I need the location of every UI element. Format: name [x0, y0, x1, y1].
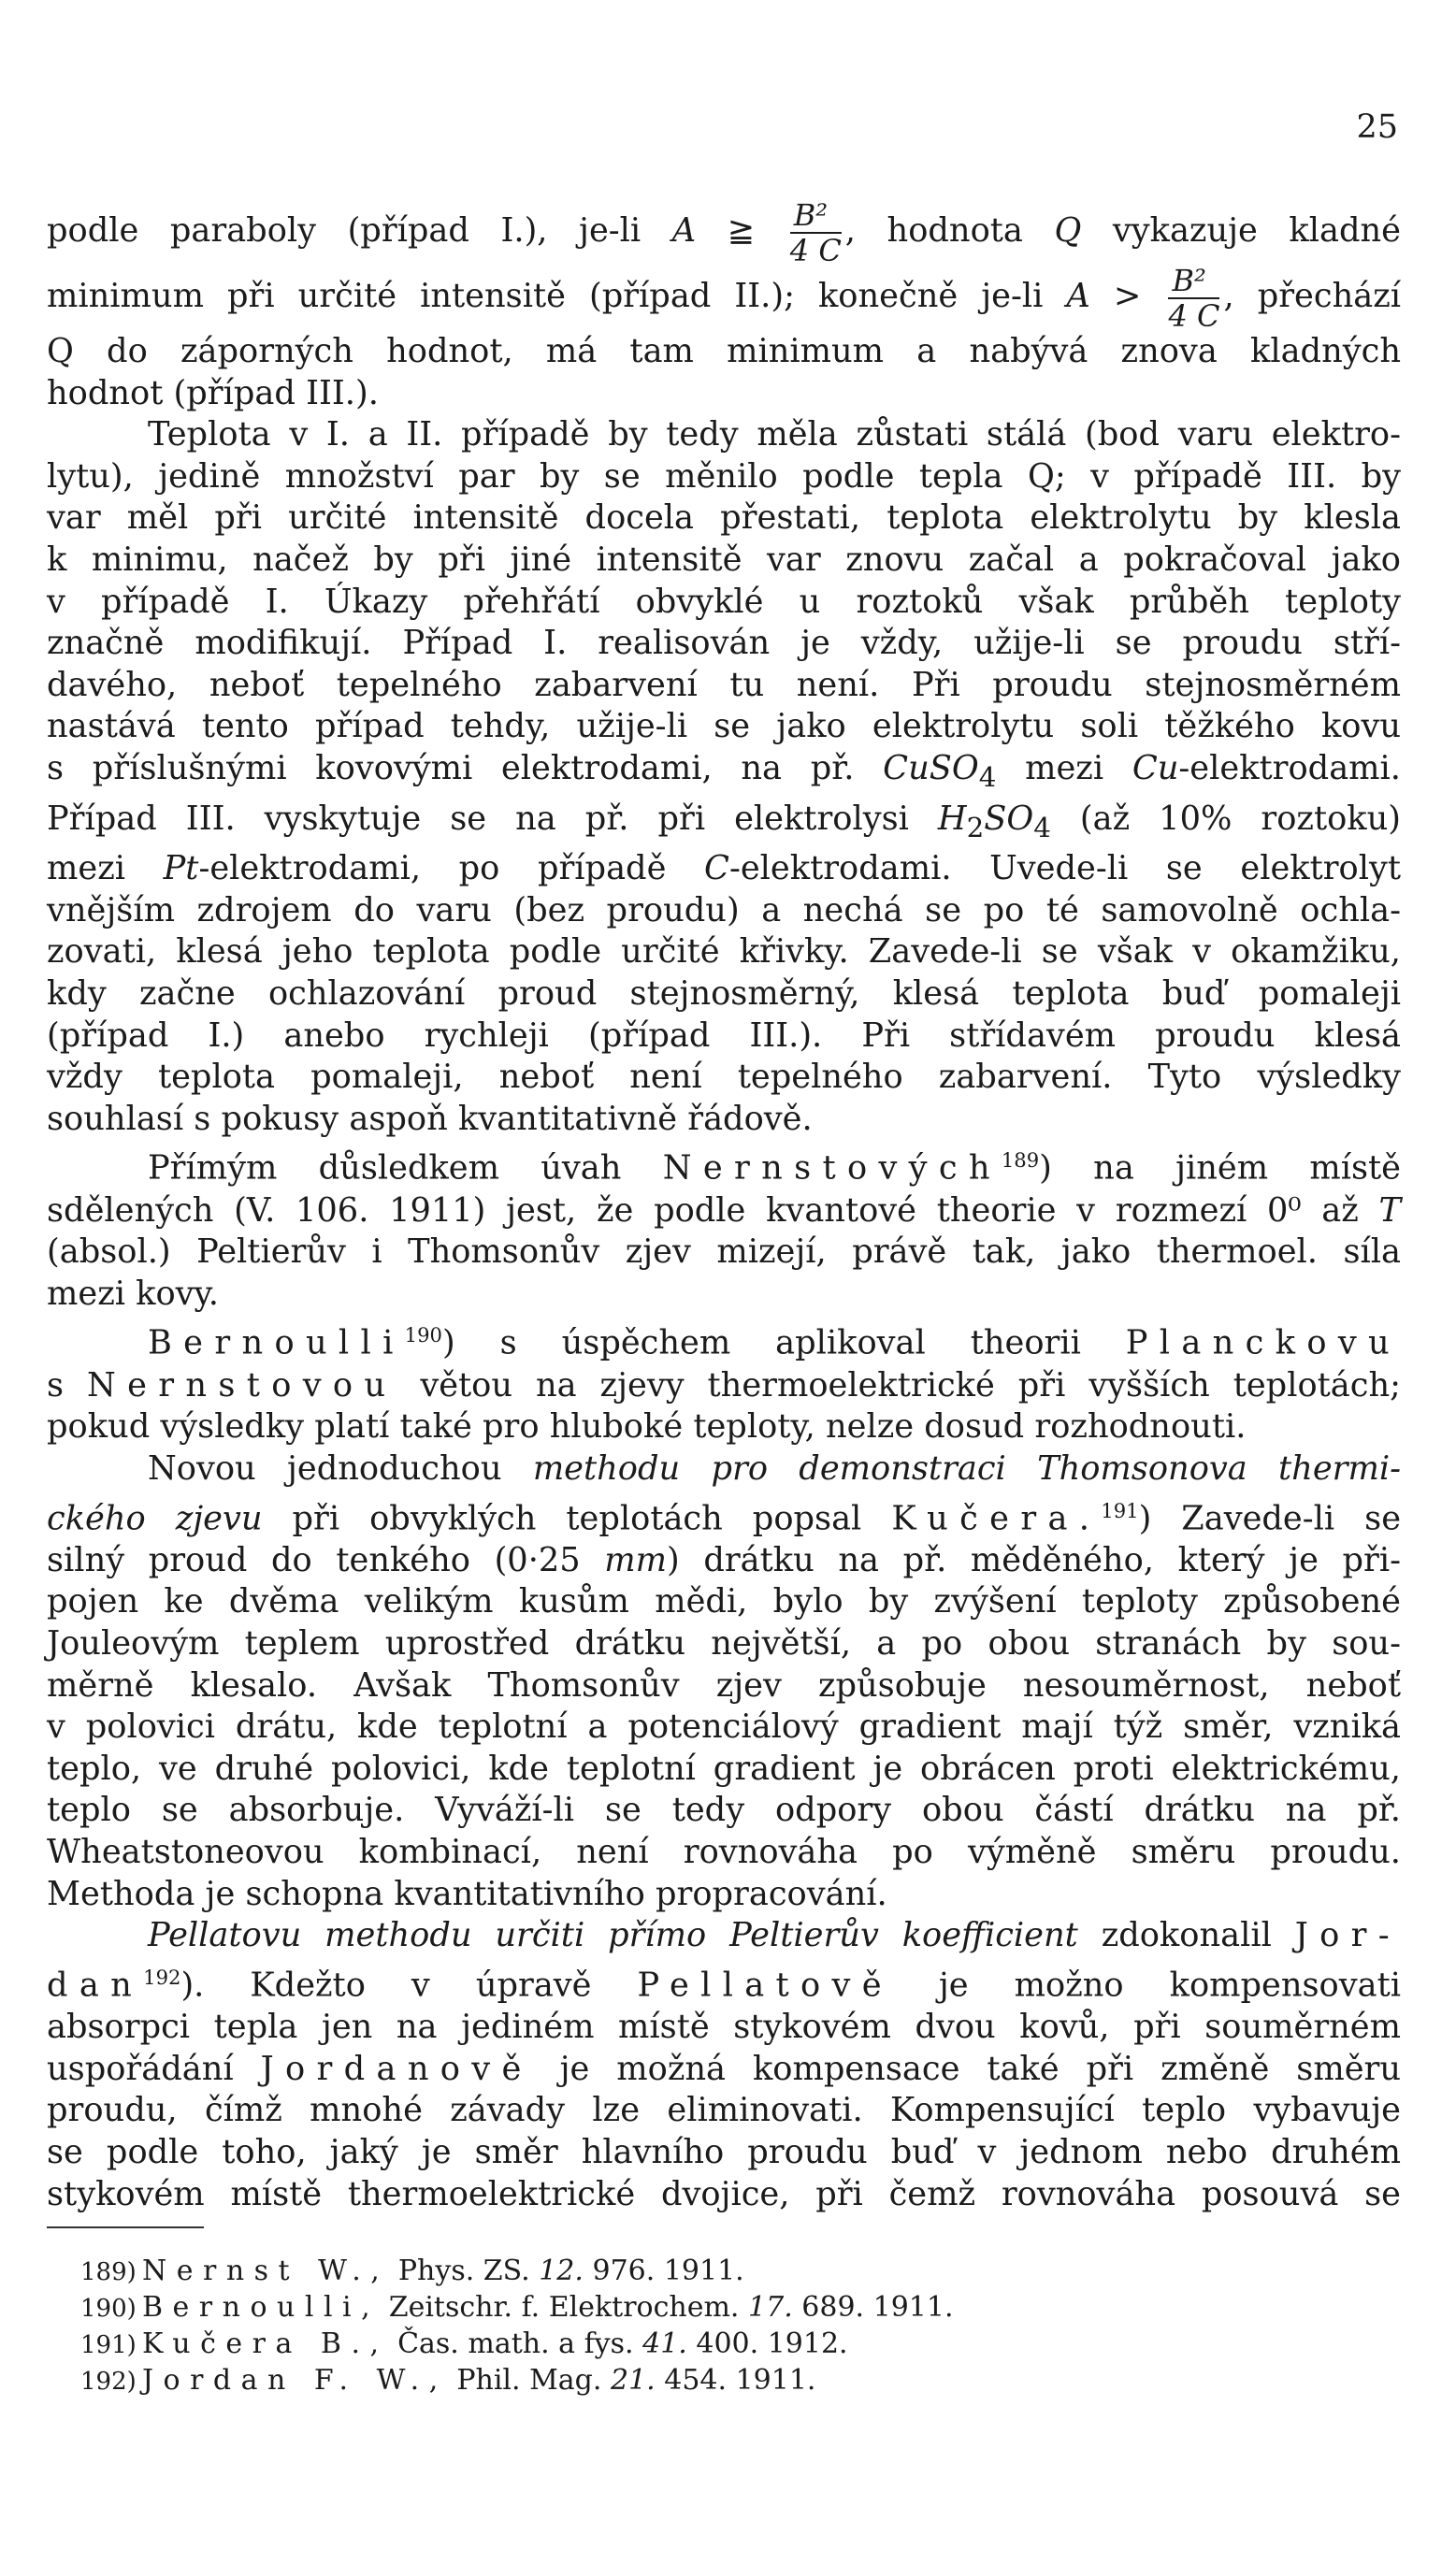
text-line: Jouleovým teplem uprostřed drátku největší, a po obou stranách by sou-	[47, 1624, 1401, 1664]
text-line: podle paraboly (případ I.), je-li A ≧ $\frac{\text{B²}}{4 C}$ , hodnota Q vykazuje kladné	[47, 197, 1401, 268]
text-line: Wheatstoneovou kombinací, není rovnováha po výměně směru proudu.	[47, 1833, 1401, 1872]
footnotes	[80, 2254, 954, 2399]
fraction: $\frac{\text{B²}}{4 C}$	[789, 197, 842, 268]
text-line: s příslušnými kovovými elektrodami, na př. CuSO$_4$ mezi Cu-elektrodami.	[47, 748, 1401, 793]
footnote-item: 191) Kučera B., Čas. math. a fys. 41. 400. 1912.	[80, 2327, 848, 2360]
text-line: mezi Pt-elektrodami, po případě C-elektrodami. Uvede-li se elektrolyt	[47, 849, 1402, 888]
text-line: pokud výsledky platí také pro hluboké teploty, nelze dosud rozhodnouti.	[47, 1407, 1247, 1447]
text-line: uspořádání Jordanově je možná kompensace také při změně směru	[47, 2049, 1402, 2088]
text-line: Teplota v I. a II. případě by tedy měla zůstati stálá (bod varu elektro-	[148, 415, 1401, 454]
footnote-item: 190) Bernoulli, Zeitschr. f. Elektrochem. 17. 689. 1911.	[80, 2291, 954, 2324]
text-line: v polovici drátu, kde teplotní a potenciálový gradient mají týž směr, vzniká	[47, 1707, 1401, 1747]
text-line: (absol.) Peltierův i Thomsonův zjev mizejí, právě tak, jako thermoel. síla	[47, 1232, 1401, 1272]
footnote-item: 189) Nernst W., Phys. ZS. 12. 976. 1911.	[80, 2255, 744, 2287]
text-line: var měl při určité intensitě docela přestati, teplota elektrolytu by klesla	[47, 498, 1401, 538]
text-line: stykovém místě thermoelektrické dvojice, při čemž rovnováha posouvá se	[47, 2174, 1401, 2213]
text-line: proudu, čímž mnohé závady lze eliminovati. Kompensující teplo vybavuje	[47, 2091, 1401, 2130]
text-line: sdělených (V. 106. 1911) jest, že podle kvantové theorie v rozmezí 0⁰ až T	[47, 1190, 1401, 1230]
page-number: 25	[1356, 108, 1398, 146]
text-line: pojen ke dvěma velikým kusům mědi, bylo by zvýšení teploty způsobené	[47, 1582, 1401, 1621]
text-line: vnějším zdrojem do varu (bez proudu) a nechá se po té samovolně ochla-	[47, 890, 1401, 929]
text-line: se podle toho, jaký je směr hlavního proudu buď v jednom nebo druhém	[47, 2132, 1401, 2171]
text-line: Q do záporných hodnot, má tam minimum a nabývá znova kladných	[47, 332, 1401, 370]
text-line: Přímým důsledkem úvah Nernstových$^{189}$) na jiném místě	[148, 1148, 1402, 1189]
text-line: k minimu, načež by při jiné intensitě var znovu začal a pokračoval jako	[47, 540, 1401, 579]
footnote-item: 192) Jordan F. W., Phil. Mag. 21. 454. 1911.	[80, 2364, 816, 2397]
text-line: teplo, ve druhé polovici, kde teplotní gradient je obrácen proti elektrickému,	[47, 1749, 1401, 1788]
fraction: $\frac{\text{B²}}{4 C}$	[1168, 263, 1220, 334]
text-line: s Nernstovou větou na zjevy thermoelektrické při vyšších teplotách;	[47, 1365, 1401, 1405]
text-line: absorpci tepla jen na jediném místě stykovém dvou kovů, při souměrném	[47, 2008, 1401, 2047]
text-line: značně modifikují. Případ I. realisován je vždy, užije-li se proudu stří-	[47, 624, 1401, 663]
text-line: mezi kovy.	[47, 1274, 219, 1313]
text-line: teplo se absorbuje. Vyváží-li se tedy odpory obou částí drátku na př.	[47, 1791, 1401, 1830]
text-line: nastává tento případ tehdy, užije-li se jako elektrolytu soli těžkého kovu	[47, 707, 1401, 746]
text-line: kdy začne ochlazování proud stejnosměrný, klesá teplota buď pomaleji	[47, 973, 1401, 1013]
text-line: minimum při určité intensitě (případ II.); konečně je-li A > $\frac{\text{B²}}{4 C}$ , přechází	[47, 263, 1401, 334]
text-line: souhlasí s pokusy aspoň kvantitativně řádově.	[47, 1099, 813, 1138]
text-line: Případ III. vyskytuje se na př. při elektrolysi $H_2SO_4$ (až 10% roztoku)	[47, 799, 1401, 843]
text-line: Methoda je schopna kvantitativního propracování.	[47, 1874, 887, 1913]
text-line: Bernoulli$^{190}$) s úspěchem aplikoval theorii Planckovu	[148, 1323, 1402, 1363]
text-line: měrně klesalo. Avšak Thomsonův zjev způsobuje nesouměrnost, neboť	[47, 1665, 1401, 1705]
text-line: lytu), jedině množství par by se měnilo podle tepla Q; v případě III. by	[47, 456, 1401, 496]
text-line: hodnot (případ III.).	[47, 373, 379, 412]
text-line: (případ I.) anebo rychleji (případ III.). Při střídavém proudu klesá	[47, 1016, 1401, 1055]
text-line: v případě I. Úkazy přehřátí obvyklé u roztoků však průběh teploty	[47, 582, 1401, 621]
footnote-divider	[47, 2226, 204, 2228]
text-line: Novou jednoduchou methodu pro demonstraci Thomsonova thermi-	[148, 1448, 1401, 1488]
main-text	[47, 197, 1402, 2215]
text-line: dan$^{192}$). Kdežto v úpravě Pellatově je možno kompensovati	[47, 1965, 1401, 2005]
text-line: ckého zjevu při obvyklých teplotách popsal Kučera.$^{191}$) Zavede-li se	[47, 1498, 1402, 1538]
text-line: davého, neboť tepelného zabarvení tu není. Při proudu stejnosměrném	[47, 665, 1401, 704]
text-line: vždy teplota pomaleji, neboť není tepelného zabarvení. Tyto výsledky	[47, 1058, 1401, 1097]
text-line: silný proud do tenkého (0·25 mm) drátku na př. měděného, který je při-	[47, 1540, 1401, 1579]
text-line: Pellatovu methodu určiti přímo Peltierův koefficient zdokonalil Jor-	[148, 1916, 1402, 1955]
text-line: zovati, klesá jeho teplota podle určité křivky. Zavede-li se však v okamžiku,	[47, 932, 1401, 972]
